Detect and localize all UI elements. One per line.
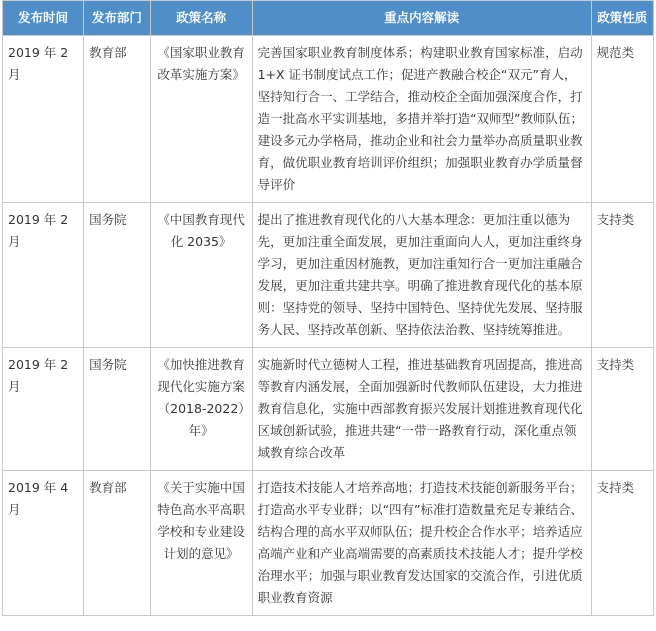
cell-type: 支持类 [591, 203, 653, 348]
cell-dept: 国务院 [84, 203, 151, 348]
table-row [3, 36, 654, 203]
cell-date: 2019 年 2 月 [3, 203, 84, 348]
policy-table [2, 0, 654, 616]
table-header-row [3, 1, 654, 36]
cell-type: 支持类 [591, 348, 653, 471]
cell-content: 实施新时代立德树人工程，推进基础教育巩固提高，推进高等教育内涵发展，全面加强新时代教师队伍建设，大力推进教育信息化，实施中西部教育振兴发展计划推进教育现代化区域创新试验，推进共建“一带一路教育行动，深化重点领域教育综合改革 [252, 348, 591, 471]
cell-policy-name: 《中国教育现代化 2035》 [150, 203, 252, 348]
table-row [3, 348, 654, 471]
cell-policy-name: 《关于实施中国特色高水平高职学校和专业建设计划的意见》 [150, 471, 252, 616]
cell-type: 支持类 [591, 471, 653, 616]
header-content: 重点内容解读 [252, 1, 591, 36]
table-row [3, 203, 654, 348]
cell-date: 2019 年 2 月 [3, 36, 84, 203]
table-row [3, 471, 654, 616]
header-dept: 发布部门 [84, 1, 151, 36]
cell-policy-name: 《国家职业教育改革实施方案》 [150, 36, 252, 203]
cell-content: 提出了推进教育现代化的八大基本理念：更加注重以德为先，更加注重全面发展，更加注重面向人人，更加注重终身学习，更加注重因材施教，更加注重知行合一更加注重融合发展，更加注重共建共享。明确了推进教育现代化的基本原则：坚持党的领导、坚持中国特色、坚持优先发展、坚持服务人民、坚持改革创新、坚持依法治教、坚持统筹推进。 [252, 203, 591, 348]
cell-date: 2019 年 4 月 [3, 471, 84, 616]
cell-content: 打造技术技能人才培养高地；打造技术技能创新服务平台；打造高水平专业群；以“四有”标准打造数量充足专兼结合、结构合理的高水平双师队伍；提升校企合作水平；培养适应高端产业和产业高端需要的高素质技术技能人才；提升学校治理水平；加强与职业教育发达国家的交流合作，引进优质职业教育资源 [252, 471, 591, 616]
cell-dept: 教育部 [84, 471, 151, 616]
header-type: 政策性质 [591, 1, 653, 36]
cell-type: 规范类 [591, 36, 653, 203]
cell-dept: 国务院 [84, 348, 151, 471]
cell-date: 2019 年 2 月 [3, 348, 84, 471]
cell-dept: 教育部 [84, 36, 151, 203]
cell-content: 完善国家职业教育制度体系；构建职业教育国家标准，启动 1+X 证书制度试点工作；促进产教融合校企“双元”育人，坚持知行合一、工学结合，推动校企全面加强深度合作，打造一批高水平实训基地，多措并举打造“双师型”教师队伍；建设多元办学格局，推动企业和社会力量举办高质量职业教育，做优职业教育培训评价组织；加强职业教育办学质量督导评价 [252, 36, 591, 203]
cell-policy-name: 《加快推进教育现代化实施方案（2018-2022）年》 [150, 348, 252, 471]
header-date: 发布时间 [3, 1, 84, 36]
header-name: 政策名称 [150, 1, 252, 36]
